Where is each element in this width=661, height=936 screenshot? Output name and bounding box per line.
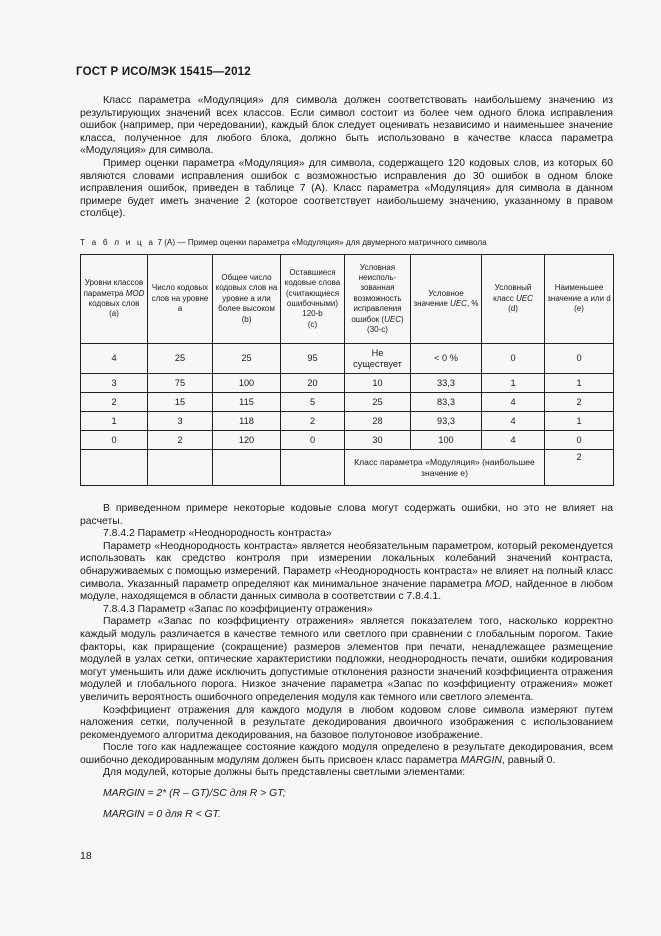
table-row — [81, 431, 614, 450]
table-cell: 100 — [213, 374, 281, 393]
table-cell: 3 — [148, 412, 213, 431]
table-cell: 115 — [213, 393, 281, 412]
table-cell: 0 — [482, 344, 545, 374]
table-cell: 0 — [545, 344, 614, 374]
paragraph-margin-assignment: После того как надлежащее состояние каждого модуля определено в результате декодирования, всем ошибочно декодированным модулям должен быть присвоен класс параметра MARGIN, равный 0. — [80, 742, 613, 766]
table-cell: 118 — [213, 412, 281, 431]
table-summary-row — [81, 450, 614, 486]
table-cell: 93,3 — [411, 412, 482, 431]
table-cell: Не существует — [345, 344, 411, 374]
header-cell: Условная неисполь-зованная возможность исправления ошибок (UEC) (30-c) — [345, 255, 411, 344]
table-cell: 0 — [81, 431, 148, 450]
header-cell: Общее число кодовых слов на уровне a или более высоком (b) — [213, 255, 281, 344]
header-cell: Наименьшее значение a или d (e) — [545, 255, 614, 344]
summary-value-cell: 2 — [545, 450, 614, 486]
table-header-row — [81, 255, 614, 344]
paragraph-modulation-example: Пример оценки параметра «Модуляция» для символа, содержащего 120 кодовых слов, из которых 60 являются словами исправления ошибок с возможностью исправления до 30 ошибок в одном блоке исправления ошибок, приведен в таблице 7 (А). Класс параметра «Модуляция» для символа в данном примере будет иметь значение 2 (которое соответствует наибольшему значению, указанному в правом столбце). — [80, 157, 613, 220]
document-header: ГОСТ Р ИСО/МЭК 15415—2012 — [76, 66, 251, 78]
header-cell: Оставшиеся кодовые слова (считающиеся ошибочными) 120-b (c) — [281, 255, 345, 344]
table-cell — [81, 450, 148, 486]
table-cell: 3 — [81, 374, 148, 393]
table-cell: 28 — [345, 412, 411, 431]
paragraph-light-modules: Для модулей, которые должны быть представлены светлыми элементами: — [103, 767, 466, 779]
table-cell: 2 — [148, 431, 213, 450]
table-row — [81, 393, 614, 412]
table-cell: 33,3 — [411, 374, 482, 393]
table-cell: 2 — [281, 412, 345, 431]
formula-margin-light: MARGIN = 2* (R – GT)/SC для R > GT; — [103, 788, 286, 800]
table-cell: 4 — [482, 412, 545, 431]
intro-text — [80, 95, 613, 221]
table-cell: 95 — [281, 344, 345, 374]
table-row — [81, 344, 614, 374]
table-caption-text: 7 (А) — Пример оценки параметра «Модуляция» для двумерного матричного символа — [155, 238, 487, 247]
table-cell: 10 — [345, 374, 411, 393]
table-cell: 1 — [545, 412, 614, 431]
table-cell: 5 — [281, 393, 345, 412]
paragraph-modulation-class: Класс параметра «Модуляция» для символа должен соответствовать наибольшему значению из результирующих значений всех классов. Если символ состоит из более чем одного блока исправления ошибок (например, при чередовании), каждый блок следует оценивать независимо и наименьшее значение класса, полученное для любого блока, должно быть использовано в качестве класса параметра «Модуляция» для символа. — [80, 95, 613, 157]
table-cell: 1 — [545, 374, 614, 393]
modulation-example-table — [80, 254, 614, 486]
table-cell: 2 — [545, 393, 614, 412]
table-cell: 25 — [148, 344, 213, 374]
body-text — [80, 503, 613, 821]
header-cell: Уровни классов параметра MOD кодовых слов (a) — [81, 255, 148, 344]
table-cell: 25 — [345, 393, 411, 412]
page-number: 18 — [80, 850, 92, 862]
table-cell: 0 — [281, 431, 345, 450]
heading-contrast-uniformity: 7.8.4.2 Параметр «Неоднородность контраста» — [103, 528, 332, 540]
table-cell: 83,3 — [411, 393, 482, 412]
paragraph-reflectance-measure: Коэффициент отражения для каждого модуля в любом кодовом слове символа измеряют путем наложения сетки, полученной в результате декодирования двоичного изображения с использованием рекомендуемого алгоритма декодирования, на базовое полутоновое изображение. — [80, 704, 613, 741]
paragraph-reflectance-margin: Параметр «Запас по коэффициенту отражения» является показателем того, насколько корректно каждый модуль различается в качестве темного или светлого при сравнении с глобальным порогом. Такие факторы, как приращение (сокращение) размеров элементов при печати, ненадлежащее размещение модулей в узлах сетки, оптические характеристики подложки, неоднородность печати, ошибки кодирования могут уменьшить или даже исключить допустимые отклонения разности значений коэффициента отражения модулей и глобального порога. Низкое значение параметра «Запас по коэффициенту отражения» может увеличить вероятность ошибочного определения модуля как темного или светлого элемента. — [80, 616, 613, 703]
table-cell: 30 — [345, 431, 411, 450]
table-cell: < 0 % — [411, 344, 482, 374]
table-cell: 20 — [281, 374, 345, 393]
table-cell: 120 — [213, 431, 281, 450]
table-cell: 1 — [482, 374, 545, 393]
formula-margin-dark: MARGIN = 0 для R < GT. — [103, 808, 221, 820]
table-row — [81, 374, 614, 393]
table-cell: 15 — [148, 393, 213, 412]
table-cell: 4 — [482, 431, 545, 450]
table-cell: 4 — [482, 393, 545, 412]
header-cell: Условное значение UEC, % — [411, 255, 482, 344]
heading-reflectance-margin: 7.8.4.3 Параметр «Запас по коэффициенту отражения» — [103, 603, 373, 615]
table-cell: 2 — [81, 393, 148, 412]
table-cell — [281, 450, 345, 486]
paragraph-contrast-uniformity: Параметр «Неоднородность контраста» является необязательным параметром, который рекомендуется использовать как средство контроля при измерении локальных колебаний значений контраста, обнаруживаемых с помощью измерений. Параметр «Неоднородность контраста» не влияет на полный класс символа. Указанный параметр определяют как минимальное значение параметра MOD, найденное в любом модуле, находящемся в области данных символа в соответствии с 7.8.4.1. — [80, 540, 614, 603]
table-caption — [80, 238, 620, 247]
table-cell: 4 — [81, 344, 148, 374]
header-cell: Число кодовых слов на уровне a — [148, 255, 213, 344]
paragraph-errors-note: В приведенном примере некоторые кодовые слова могут содержать ошибки, но это не влияет на расчеты. — [80, 503, 613, 527]
table-cell — [148, 450, 213, 486]
header-cell: Условный класс UEC (d) — [482, 255, 545, 344]
table-cell: 0 — [545, 431, 614, 450]
table-caption-label: Т а б л и ц а — [80, 238, 156, 247]
table-cell: 1 — [81, 412, 148, 431]
table-cell: 100 — [411, 431, 482, 450]
summary-label-cell: Класс параметра «Модуляция» (наибольшее значение e) — [345, 450, 545, 486]
table-cell — [213, 450, 281, 486]
table-row — [81, 412, 614, 431]
table-cell: 75 — [148, 374, 213, 393]
table-cell: 25 — [213, 344, 281, 374]
